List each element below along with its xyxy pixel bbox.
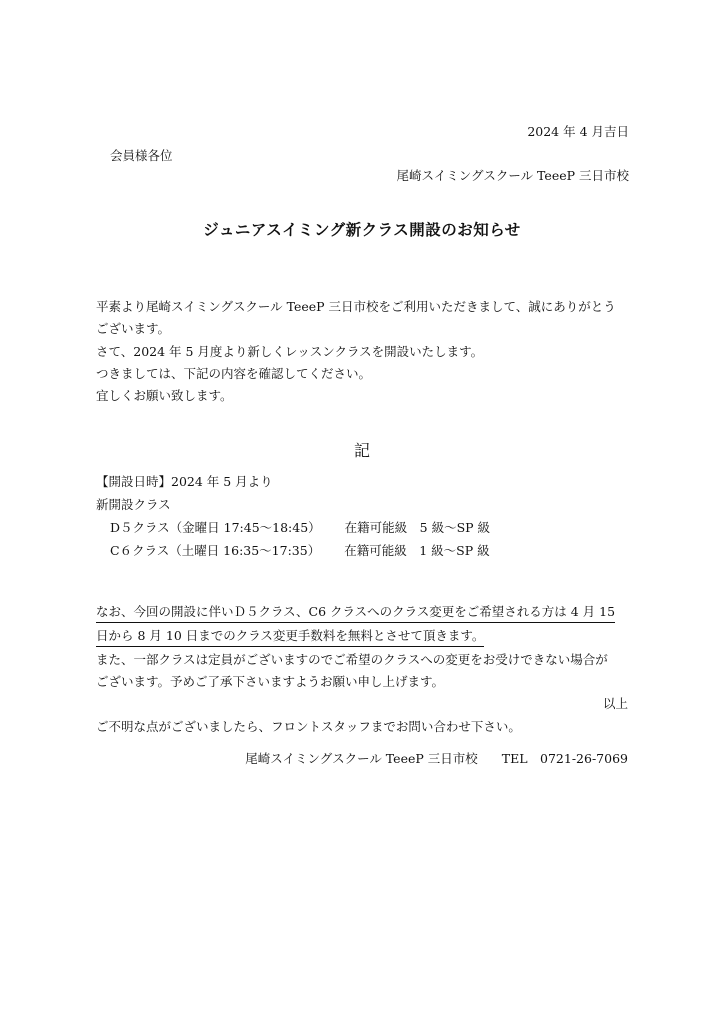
class-row-d5 — [96, 516, 490, 539]
notice-line-underlined: なお、今回の開設に伴いＤ５クラス、C6 クラスへのクラス変更をご希望される方は 4 月 15 — [96, 602, 615, 623]
notice-paragraph — [96, 601, 615, 694]
class-eligibility: 在籍可能級 1 級～SP 級 — [344, 543, 490, 558]
class-row-c6 — [96, 539, 490, 562]
sender-name: 尾崎スイミングスクール TeeeP 三日市校 — [396, 168, 629, 183]
notice-line: また、一部クラスは定員がございますのでご希望のクラスへの変更をお受けできない場合が — [96, 652, 608, 667]
ki-heading: 記 — [353, 441, 370, 460]
body-line: さて、2024 年 5 月度より新しくレッスンクラスを開設いたします。 — [96, 343, 484, 359]
body-line: 平素より尾崎スイミングスクール TeeeP 三日市校をご利用いただきまして、誠にありがとう — [96, 299, 616, 314]
details-section — [96, 470, 490, 562]
closing-mark: 以上 — [602, 696, 628, 711]
footer-sender: 尾崎スイミングスクール TeeeP 三日市校 — [245, 751, 478, 766]
class-name: D５クラス（金曜日 17:45～18:45） — [110, 520, 321, 535]
notice-line: ございます。予めご了承下さいますようお願い申し上げます。 — [96, 674, 445, 690]
document-title: ジュニアスイミング新クラス開設のお知らせ — [203, 220, 521, 239]
body-line: 宜しくお願い致します。 — [96, 388, 233, 404]
body-line: つきましては、下記の内容を確認してください。 — [96, 365, 372, 381]
open-date: 【開設日時】2024 年 5 月より — [96, 474, 273, 489]
document-date: 2024 年 4 月吉日 — [527, 124, 629, 139]
greeting-paragraph — [96, 296, 616, 407]
class-eligibility: 在籍可能級 5 級～SP 級 — [344, 520, 491, 535]
notice-line-underlined: 日から 8 月 10 日までのクラス変更手数料を無料とさせて頂きます。 — [96, 626, 484, 647]
addressee: 会員様各位 — [110, 148, 173, 163]
class-name: C６クラス（土曜日 16:35～17:35） — [110, 543, 321, 558]
body-line: ございます。 — [96, 321, 171, 337]
inquiry-text: ご不明な点がございましたら、フロントスタッフまでお問い合わせ下さい。 — [96, 719, 521, 734]
new-classes-label: 新開設クラス — [96, 497, 171, 512]
footer-contact — [245, 749, 628, 767]
footer-tel: TEL 0721-26-7069 — [501, 751, 628, 766]
